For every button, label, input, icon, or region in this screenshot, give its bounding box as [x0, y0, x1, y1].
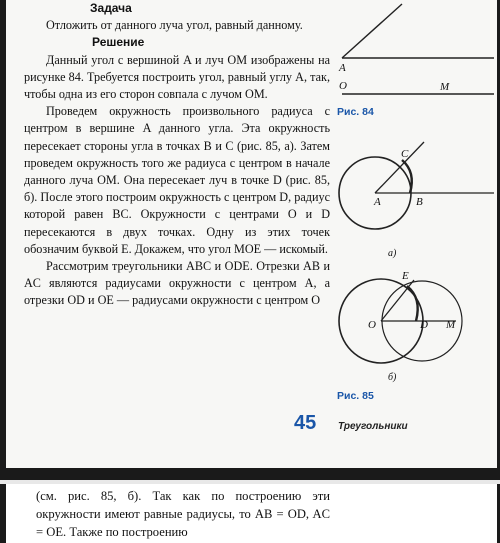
label-B-fig85a: B — [416, 196, 423, 208]
next-page-text — [36, 487, 330, 541]
label-M-fig84: M — [440, 81, 450, 93]
page-number: 45 — [294, 412, 317, 434]
ray-OE — [381, 280, 414, 321]
label-E-fig85b: E — [402, 270, 409, 282]
angle-side-upper — [342, 4, 402, 58]
label-A-fig85a: A — [374, 196, 381, 208]
label-O-fig84: O — [339, 80, 347, 92]
left-frame-edge — [0, 0, 6, 543]
subfigure-a: а) — [388, 248, 397, 259]
label-A-fig84: A — [339, 62, 346, 74]
next-page-paragraph: (см. рис. 85, б). Так как по построению эти окружности имеют равные радиусы, то AB = OD, AC = OE. Также по построению — [36, 489, 330, 539]
page-separator — [0, 468, 500, 480]
figure-85a — [332, 138, 498, 260]
paragraph-2: Проведем окружность произвольного радиуса с центром в вершине A данного угла. Эта окружность пересекает стороны угла в точках B и C (рис. 85, а). Затем проведем окружность того же радиуса с центром в начале данного луча OM. Она пересекает луч в точке D (рис. 85, б). После этого построим окружность с центром D, радиус которой равен BC. Окружности с центрами O и D пересекаются в двух точках. Одну из этих точек обозначим буквой E. Докажем, что угол MOE — искомый. — [24, 104, 330, 256]
label-O-fig85b: O — [368, 319, 376, 331]
next-page-edge — [0, 480, 500, 484]
task-heading: Задача — [90, 1, 132, 15]
label-D-fig85b: D — [420, 319, 428, 331]
caption-fig85: Рис. 85 — [337, 390, 374, 402]
task-text: Отложить от данного луча угол, равный данному. — [46, 18, 303, 33]
side-AC — [375, 142, 424, 193]
label-M-fig85b: M — [446, 319, 456, 331]
paragraph-3: Рассмотрим треугольники ABC и ODE. Отрезки AB и AC являются радиусами окружности с центром A, а отрезки OD и OE — радиусами окружности с центром O — [24, 259, 330, 308]
figure-84 — [332, 2, 498, 102]
main-text-column — [24, 0, 330, 310]
chapter-title: Треугольники — [338, 421, 408, 432]
caption-fig84: Рис. 84 — [337, 106, 374, 118]
solution-heading: Решение — [92, 35, 145, 50]
paragraph-1: Данный угол с вершиной A и луч OM изображены на рисунке 84. Требуется построить угол, равный углу A, так, чтобы одна из его сторон совпала с лучом OM. — [24, 52, 330, 102]
label-C-fig85a: C — [401, 148, 409, 160]
subfigure-b: б) — [388, 372, 397, 383]
arc-DE — [407, 286, 418, 321]
